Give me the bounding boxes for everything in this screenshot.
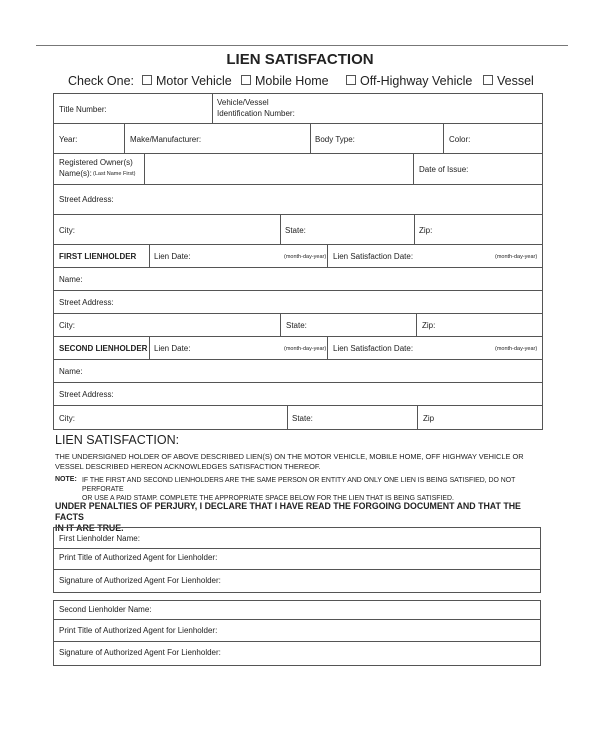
vin-label-line-1: Vehicle/Vessel — [217, 98, 269, 107]
check-one-row — [68, 74, 568, 92]
checkbox-mobile-home[interactable] — [241, 74, 329, 88]
date-of-issue-label: Date of Issue: — [419, 165, 469, 174]
year-make-row — [54, 124, 542, 154]
second-lienholder-heading: SECOND LIENHOLDER — [59, 344, 148, 353]
satisfaction-date-label: Lien Satisfaction Date: — [333, 252, 414, 261]
name-label: Name: — [59, 275, 83, 284]
checkbox-motor-vehicle[interactable] — [142, 74, 232, 88]
note-line-1: IF THE FIRST AND SECOND LIENHOLDERS ARE THE SAME PERSON OR ENTITY AND ONLY ONE LIEN IS BEING SATISFIED, DO NOT PERFORATE — [82, 477, 516, 493]
satisfaction-para-line-2: VESSEL DESCRIBED HEREON ACKNOWLEDGES SATISFACTION THEREOF. — [55, 462, 321, 471]
vin-label-line-2: Identification Number: — [217, 109, 295, 118]
note-text — [82, 476, 542, 503]
state-label: State: — [285, 226, 306, 235]
city-label: City: — [59, 226, 75, 235]
checkbox-icon[interactable] — [346, 75, 356, 85]
perjury-line-1: UNDER PENALTIES OF PERJURY, I DECLARE THAT I HAVE READ THE FORGOING DOCUMENT AND THAT THE FACTS — [55, 501, 521, 522]
checkbox-icon[interactable] — [483, 75, 493, 85]
owner-label-line-2: Name(s): — [59, 169, 92, 178]
note-line-2: OR USE A PAID STAMP. COMPLETE THE APPROPRIATE SPACE BELOW FOR THE LIEN THAT IS BEING SATISFIED. — [82, 495, 454, 502]
zip-label: Zip: — [422, 321, 436, 330]
date-format-hint: (month-day-year) — [495, 346, 538, 352]
zip-label: Zip: — [419, 226, 433, 235]
second-lienholder-row — [54, 337, 542, 360]
cell-divider — [416, 314, 417, 336]
checkbox-label: Mobile Home — [255, 74, 329, 88]
cell-divider — [327, 245, 328, 267]
note-label: NOTE: — [55, 476, 77, 483]
cell-divider — [327, 337, 328, 359]
checkbox-icon[interactable] — [142, 75, 152, 85]
state-label: State: — [292, 414, 313, 423]
cell-divider — [124, 124, 125, 153]
year-label: Year: — [59, 135, 78, 144]
lien-date-label: Lien Date: — [154, 344, 191, 353]
signature-label: Signature of Authorized Agent For Lienholder: — [59, 648, 221, 657]
city-row — [54, 215, 542, 245]
cell-divider — [443, 124, 444, 153]
title-number-label: Title Number: — [59, 105, 107, 114]
cell-divider — [413, 154, 414, 184]
cell-divider — [417, 406, 418, 429]
row-line — [54, 641, 540, 642]
first-signature-box — [53, 527, 541, 593]
second-lienholder-street-row — [54, 383, 542, 406]
make-label: Make/Manufacturer: — [130, 135, 202, 144]
print-title-label: Print Title of Authorized Agent for Lienholder: — [59, 626, 218, 635]
cell-divider — [310, 124, 311, 153]
second-lienholder-name-row — [54, 360, 542, 383]
first-lienholder-row — [54, 245, 542, 268]
signature-label: Signature of Authorized Agent For Lienholder: — [59, 576, 221, 585]
print-title-label: Print Title of Authorized Agent for Lienholder: — [59, 553, 218, 562]
street-label: Street Address: — [59, 298, 114, 307]
checkbox-label: Motor Vehicle — [156, 74, 232, 88]
state-label: State: — [286, 321, 307, 330]
satisfaction-date-label: Lien Satisfaction Date: — [333, 344, 414, 353]
checkbox-off-highway-vehicle[interactable] — [346, 74, 472, 88]
perjury-line-2: IN IT ARE TRUE. — [55, 523, 124, 533]
row-line — [54, 619, 540, 620]
first-lienholder-name-label: First Lienholder Name: — [59, 534, 140, 543]
cell-divider — [212, 94, 213, 123]
form-title: LIEN SATISFACTION — [226, 51, 374, 68]
zip-label: Zip — [423, 414, 435, 423]
owner-hint: (Last Name First) — [93, 171, 136, 177]
checkbox-label: Vessel — [497, 74, 534, 88]
checkbox-vessel[interactable] — [483, 74, 534, 88]
owner-row — [54, 154, 542, 185]
city-label: City: — [59, 414, 75, 423]
checkbox-icon[interactable] — [241, 75, 251, 85]
lien-date-label: Lien Date: — [154, 252, 191, 261]
check-one-label: Check One: — [68, 74, 135, 88]
first-lienholder-heading: FIRST LIENHOLDER — [59, 252, 137, 261]
street-label: Street Address: — [59, 390, 114, 399]
checkbox-label: Off-Highway Vehicle — [360, 74, 473, 88]
vehicle-info-grid — [53, 93, 543, 430]
cell-divider — [149, 337, 150, 359]
date-format-hint: (month-day-year) — [284, 254, 327, 260]
row-line — [54, 569, 540, 570]
first-lienholder-street-row — [54, 291, 542, 314]
owner-label-line-1: Registered Owner(s) — [59, 158, 133, 167]
cell-divider — [287, 406, 288, 429]
row-line — [54, 548, 540, 549]
street-label: Street Address: — [59, 195, 114, 204]
second-lienholder-name-label: Second Lienholder Name: — [59, 605, 152, 614]
date-format-hint: (month-day-year) — [495, 254, 538, 260]
lien-satisfaction-heading: LIEN SATISFACTION: — [55, 433, 180, 447]
color-label: Color: — [449, 135, 471, 144]
cell-divider — [280, 215, 281, 244]
second-signature-box — [53, 600, 541, 666]
street-row — [54, 185, 542, 215]
satisfaction-para-line-1: THE UNDERSIGNED HOLDER OF ABOVE DESCRIBED LIEN(S) ON THE MOTOR VEHICLE, MOBILE HOME, OFF HIGHWAY VEHICLE OR — [55, 452, 524, 461]
name-label: Name: — [59, 367, 83, 376]
date-format-hint: (month-day-year) — [284, 346, 327, 352]
top-rule — [36, 45, 568, 46]
first-lienholder-city-row — [54, 314, 542, 337]
title-number-row — [54, 94, 542, 124]
body-type-label: Body Type: — [315, 135, 355, 144]
first-lienholder-name-row — [54, 268, 542, 291]
second-lienholder-city-row — [54, 406, 542, 430]
city-label: City: — [59, 321, 75, 330]
cell-divider — [414, 215, 415, 244]
cell-divider — [280, 314, 281, 336]
cell-divider — [144, 154, 145, 184]
cell-divider — [149, 245, 150, 267]
